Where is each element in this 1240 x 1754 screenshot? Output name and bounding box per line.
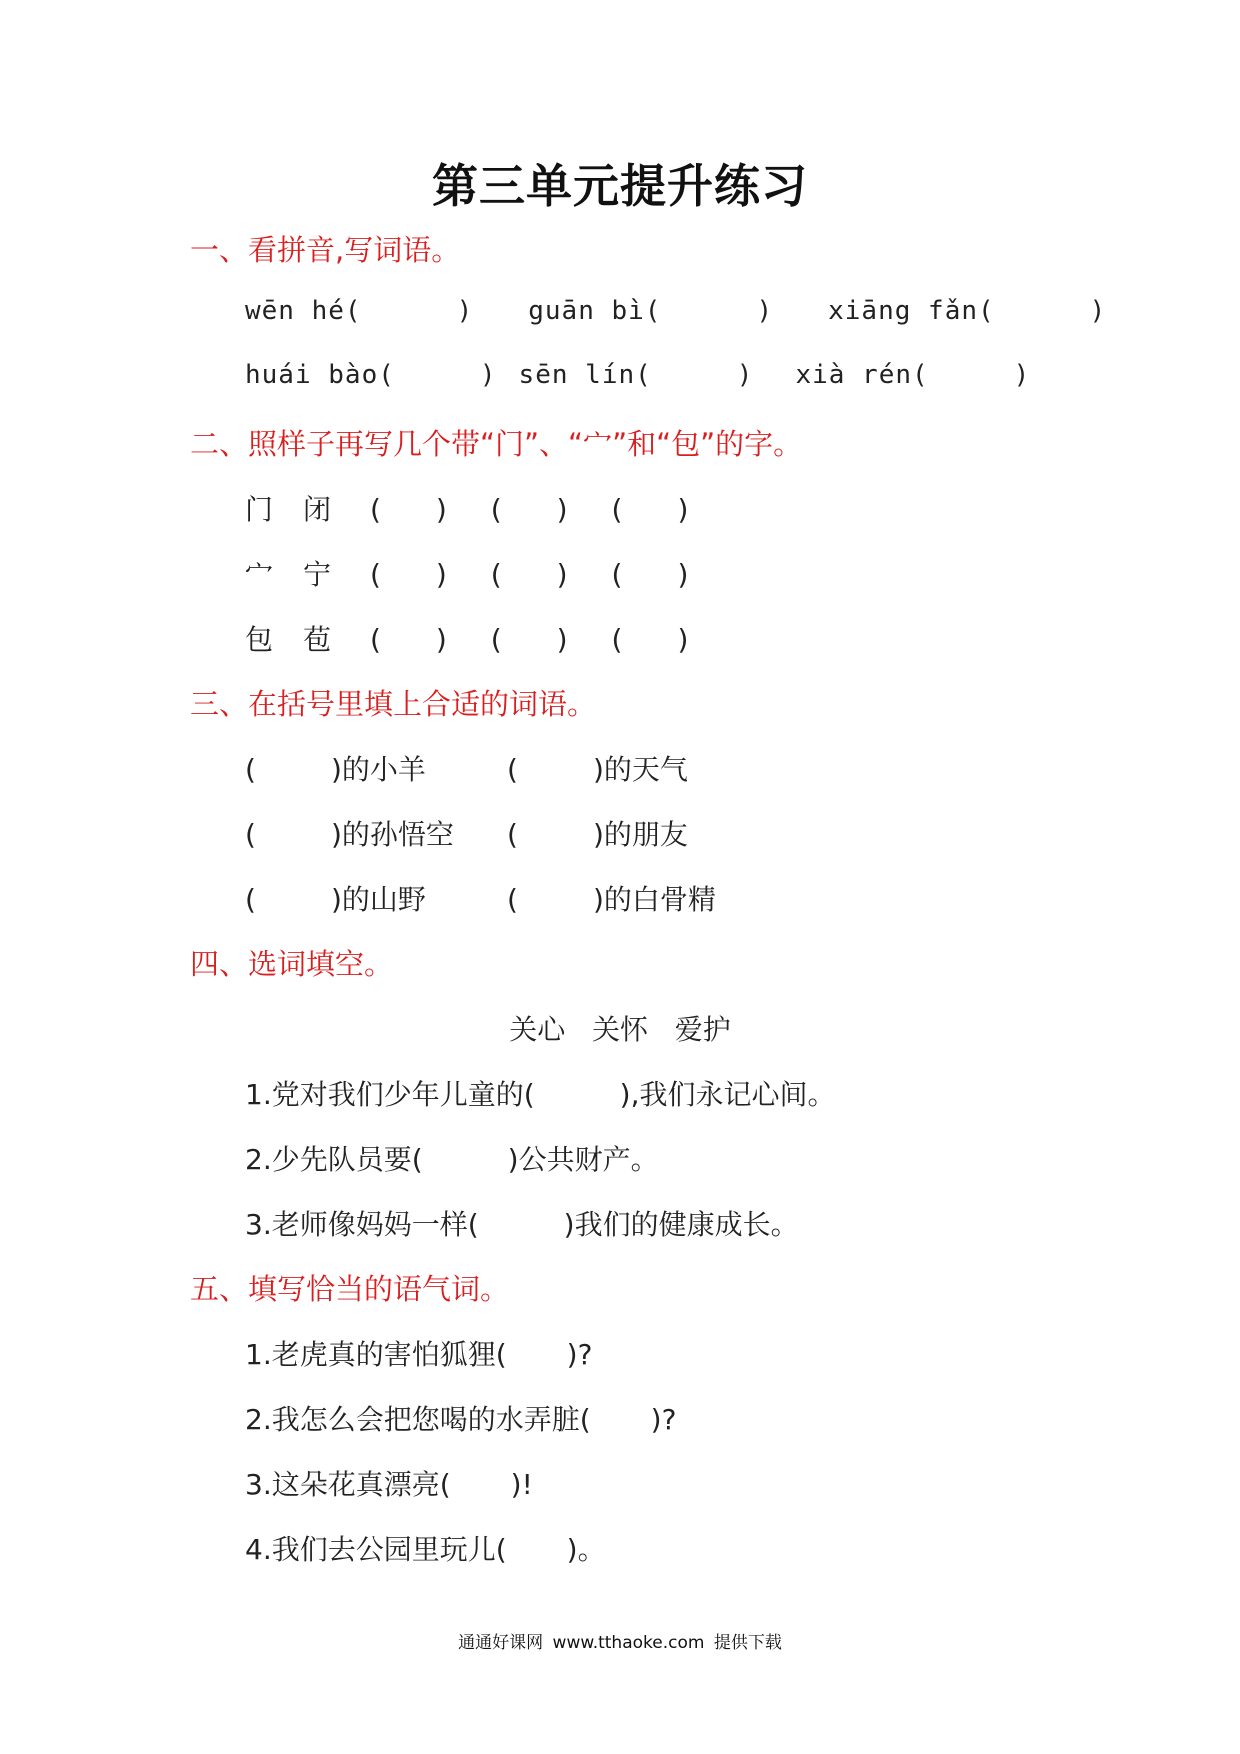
choice-item-3: 3.老师像妈妈一样( )我们的健康成长。: [245, 1208, 799, 1241]
section-4-heading: 四、选词填空。: [190, 947, 394, 981]
pinyin-item: guān bì(: [528, 296, 662, 326]
bracket-close: ): [1013, 360, 1031, 390]
pinyin-item: wēn hé(: [245, 296, 362, 326]
fill-phrase: 的山野: [341, 883, 426, 916]
example-char: 闭: [303, 493, 332, 526]
section-3-heading: 三、在括号里填上合适的词语。: [190, 687, 597, 721]
choice-item-1: 1.党对我们少年儿童的( ),我们永记心间。: [245, 1078, 836, 1111]
bracket-close: ): [736, 360, 754, 390]
fill-phrase: 的天气: [603, 753, 688, 786]
fill-row-3b: ( )的白骨精: [507, 883, 716, 916]
bracket-close: ): [456, 296, 474, 326]
bracket-close: ): [479, 360, 497, 390]
section-1-heading: 一、看拼音,写词语。: [190, 233, 461, 267]
fill-row-2: ( )的孙悟空: [245, 818, 454, 851]
word-choices: 关心 关怀 爱护: [509, 1013, 731, 1046]
particle-item-2: 2.我怎么会把您喝的水弄脏( )?: [245, 1403, 677, 1436]
pinyin-item: huái bào(: [245, 360, 395, 390]
fill-phrase: 的孙悟空: [341, 818, 454, 851]
pinyin-row-2: [245, 360, 1030, 390]
particle-item-3: 3.这朵花真漂亮( )!: [245, 1468, 533, 1501]
page-title: 第三单元提升练习: [432, 159, 808, 213]
section-5-heading: 五、填写恰当的语气词。: [190, 1272, 510, 1306]
download-footer: 通通好课网 www.tthaoke.com 提供下载: [458, 1633, 782, 1653]
fill-row-3: ( )的山野: [245, 883, 426, 916]
particle-item-4: 4.我们去公园里玩儿( )。: [245, 1533, 606, 1566]
radical: 包: [245, 623, 274, 656]
pinyin-item: sēn lín(: [518, 360, 652, 390]
bracket-close: ): [756, 296, 774, 326]
radical-row-2: 宀 宁 ( ) ( ) ( ): [245, 558, 689, 591]
choice-item-2: 2.少先队员要( )公共财产。: [245, 1143, 659, 1176]
pinyin-item: xiāng fǎn(: [828, 296, 995, 326]
particle-item-1: 1.老虎真的害怕狐狸( )?: [245, 1338, 593, 1371]
radical-row-3: 包 苞 ( ) ( ) ( ): [245, 623, 689, 656]
radical-row-1: 门 闭 ( ) ( ) ( ): [245, 493, 689, 526]
pinyin-item: xià rén(: [795, 360, 929, 390]
fill-phrase: 的朋友: [603, 818, 688, 851]
radical: 宀: [245, 558, 274, 591]
bracket-close: ): [1089, 296, 1107, 326]
pinyin-row-1: [245, 296, 1106, 326]
fill-row-2b: ( )的朋友: [507, 818, 688, 851]
example-char: 苞: [303, 623, 332, 656]
fill-phrase: 的白骨精: [603, 883, 716, 916]
fill-row-1b: ( )的天气: [507, 753, 688, 786]
example-char: 宁: [303, 558, 332, 591]
fill-row-1: ( )的小羊: [245, 753, 426, 786]
radical: 门: [245, 493, 274, 526]
section-2-heading: 二、照样子再写几个带“门”、“宀”和“包”的字。: [190, 427, 803, 461]
fill-phrase: 的小羊: [341, 753, 426, 786]
